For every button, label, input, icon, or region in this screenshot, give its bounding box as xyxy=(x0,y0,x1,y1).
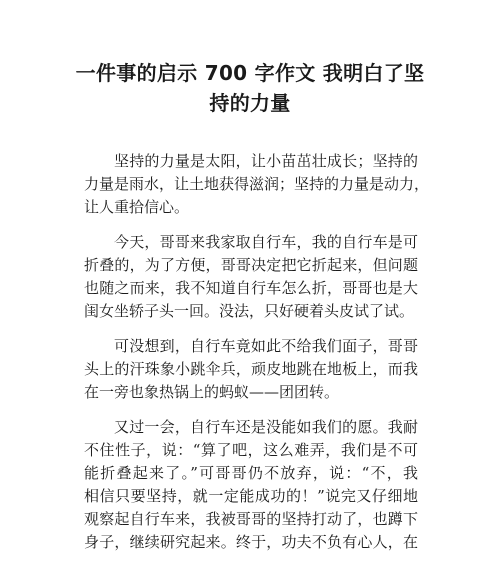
paragraph-spacer xyxy=(84,404,418,416)
paragraph-line: 能折叠起来了。”可哥哥仍不放弃，说：“不，我 xyxy=(84,464,418,482)
article-title-line-2: 持的力量 xyxy=(209,91,291,115)
paragraph-line: 在一旁也象热锅上的蚂蚁——团团转。 xyxy=(84,383,340,401)
paragraph-line: 坚持的力量是太阳，让小苗茁壮成长；坚持的 xyxy=(114,152,418,170)
paragraph-spacer xyxy=(84,323,418,335)
paragraph-line: 相信只要坚持，就一定能成功的！”说完又仔细地 xyxy=(84,487,418,505)
paragraph-spacer xyxy=(84,219,418,231)
paragraph-1 xyxy=(84,150,430,219)
paragraph-line: 又过一会，自行车还是没能如我们的愿。我耐 xyxy=(114,418,418,436)
article-title-line-1: 一件事的启示 700 字作文 我明白了坚 xyxy=(75,61,425,85)
paragraph-line: 今天，哥哥来我家取自行车，我的自行车是可 xyxy=(114,233,418,251)
paragraph-4 xyxy=(84,416,418,554)
paragraph-line: 观察起自行车来，我被哥哥的坚持打动了，也蹲下 xyxy=(84,510,418,528)
paragraph-3 xyxy=(84,335,418,404)
article-title xyxy=(60,58,440,118)
paragraph-line: 身子，继续研究起来。终于，功夫不负有心人，在 xyxy=(84,533,418,551)
paragraph-line: 闺女坐轿子头一回。没法，只好硬着头皮试了试。 xyxy=(84,302,415,320)
paragraph-line: 头上的汗珠象小跳伞兵，顽皮地跳在地板上，而我 xyxy=(84,360,418,378)
article-body xyxy=(84,150,430,554)
paragraph-line: 可没想到，自行车竟如此不给我们面子，哥哥 xyxy=(114,337,418,355)
paragraph-line: 也随之而来，我不知道自行车怎么折，哥哥也是大 xyxy=(84,279,418,297)
paragraph-line: 让人重拾信心。 xyxy=(84,198,190,216)
paragraph-line: 折叠的，为了方便，哥哥决定把它折起来，但问题 xyxy=(84,256,418,274)
paragraph-line: 力量是雨水，让土地获得滋润；坚持的力量是动力， xyxy=(84,175,430,193)
paragraph-line: 不住性子，说：“算了吧，这么难弄，我们是不可 xyxy=(84,441,418,459)
paragraph-2 xyxy=(84,231,418,323)
